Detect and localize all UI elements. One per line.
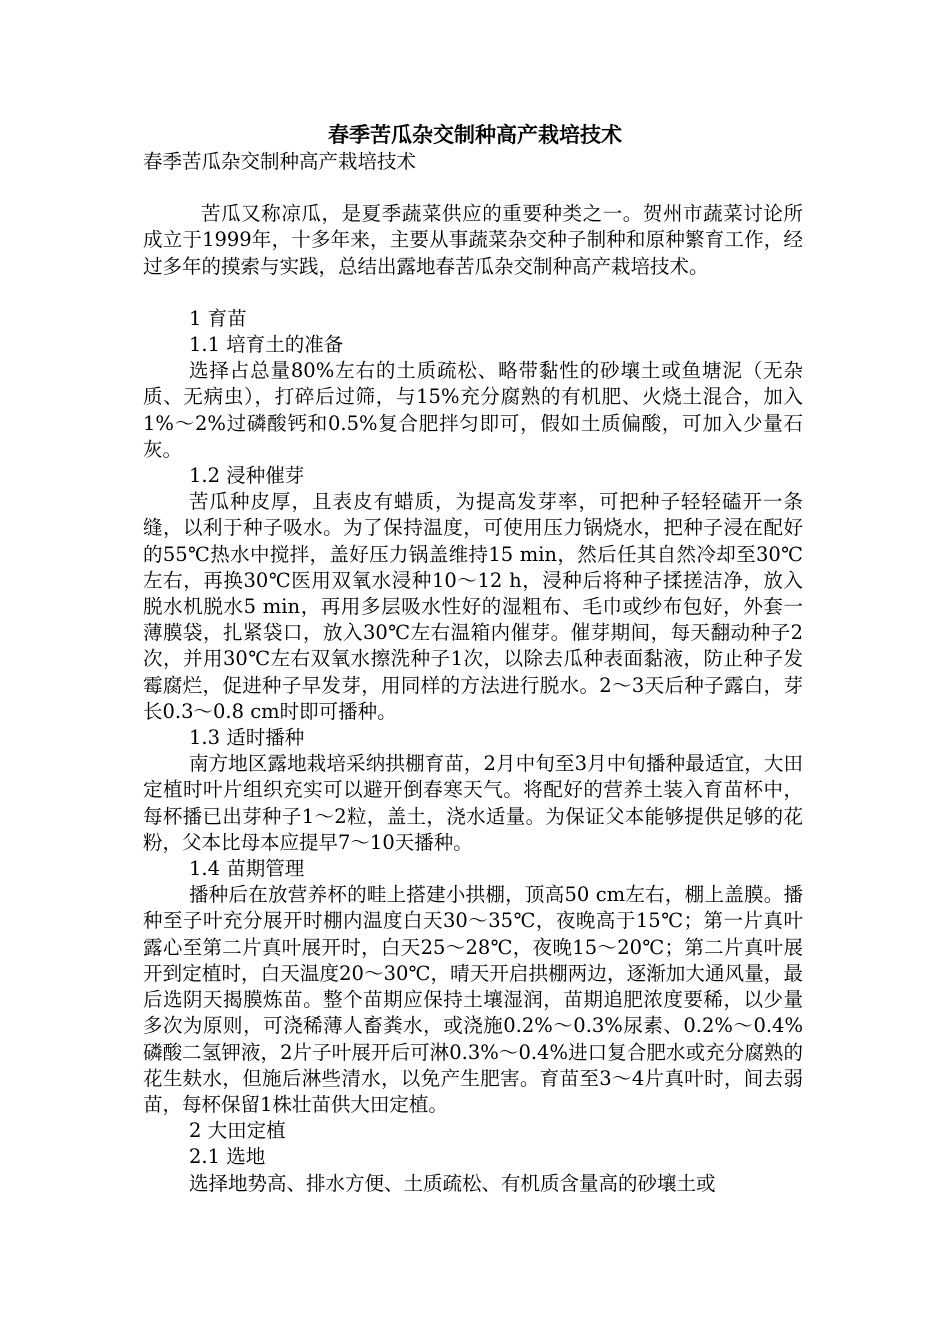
section-heading-1-1: 1.1 培育土的准备	[189, 333, 344, 357]
spacer	[143, 280, 803, 306]
section-heading-1-4: 1.4 苗期管理	[189, 857, 305, 881]
section-heading-2: 2 大田定植	[189, 1119, 286, 1143]
section-heading-2-1: 2.1 选地	[189, 1145, 266, 1169]
spacer	[143, 175, 803, 201]
paragraph-1-2: 苦瓜种皮厚，且表皮有蜡质，为提高发芽率，可把种子轻轻磕开一条缝，以利于种子吸水。为了保持温度，可使用压力锅烧水，把种子浸在配好的55℃热水中搅拌，盖好压力锅盖维持15 min，然后任其自然冷却至30℃左右，再换30℃医用双氧水浸种10～12 h，浸种后将种子揉搓洁净，放入脱水机脱水5 min，再用多层吸水性好的湿粗布、毛巾或纱布包好，外套一薄膜袋，扎紧袋口，放入30℃左右温箱内催芽。催芽期间，每天翻动种子2次，并用30℃左右双氧水擦洗种子1次，以除去瓜种表面黏液，防止种子发霉腐烂，促进种子早发芽，用同样的方法进行脱水。2～3天后种子露白，芽长0.3～0.8 cm时即可播种。	[143, 490, 803, 723]
document-title: 春季苦瓜杂交制种高产栽培技术	[328, 122, 622, 147]
document-body	[143, 149, 803, 1197]
document-subtitle: 春季苦瓜杂交制种高产栽培技术	[143, 150, 417, 173]
paragraph-1-4: 播种后在放营养杯的畦上搭建小拱棚，顶高50 cm左右，棚上盖膜。播种至子叶充分展开时棚内温度白天30～35℃，夜晚高于15℃；第一片真叶露心至第二片真叶展开时，白天25～28℃，夜晚15～20℃；第二片真叶展开到定植时，白天温度20～30℃，晴天开启拱棚两边，逐渐加大通风量，最后选阴天揭膜炼苗。整个苗期应保持土壤湿润，苗期追肥浓度要稀，以少量多次为原则，可浇稀薄人畜粪水，或浇施0.2%～0.3%尿素、0.2%～0.4%磷酸二氢钾液，2片子叶展开后可淋0.3%～0.4%进口复合肥水或充分腐熟的花生麸水，但施后淋些清水，以免产生肥害。育苗至3～4片真叶时，间去弱苗，每杯保留1株壮苗供大田定植。	[143, 883, 803, 1116]
paragraph-1-3: 南方地区露地栽培采纳拱棚育苗，2月中旬至3月中旬播种最适宜，大田定植时叶片组织充实可以避开倒春寒天气。将配好的营养土装入育苗杯中，每杯播已出芽种子1～2粒，盖土，浇水适量。为保证父本能够提供足够的花粉，父本比母本应提早7～10天播种。	[143, 752, 803, 854]
section-heading-1: 1 育苗	[189, 306, 247, 330]
paragraph-1-1: 选择占总量80%左右的土质疏松、略带黏性的砂壤土或鱼塘泥（无杂质、无病虫），打碎后过筛，与15%充分腐熟的有机肥、火烧土混合，加入1%～2%过磷酸钙和0.5%复合肥拌匀即可，假如土质偏酸，可加入少量石灰。	[143, 359, 803, 461]
paragraph-2-1: 选择地势高、排水方便、土质疏松、有机质含量高的砂壤土或	[189, 1171, 716, 1195]
intro-paragraph: 苦瓜又称凉瓜，是夏季蔬菜供应的重要种类之一。贺州市蔬菜讨论所成立于1999年，十多年来，主要从事蔬菜杂交种子制种和原种繁育工作，经过多年的摸索与实践，总结出露地春苦瓜杂交制种高产栽培技术。	[143, 202, 803, 278]
section-heading-1-3: 1.3 适时播种	[189, 726, 305, 750]
section-heading-1-2: 1.2 浸种催芽	[189, 464, 305, 488]
